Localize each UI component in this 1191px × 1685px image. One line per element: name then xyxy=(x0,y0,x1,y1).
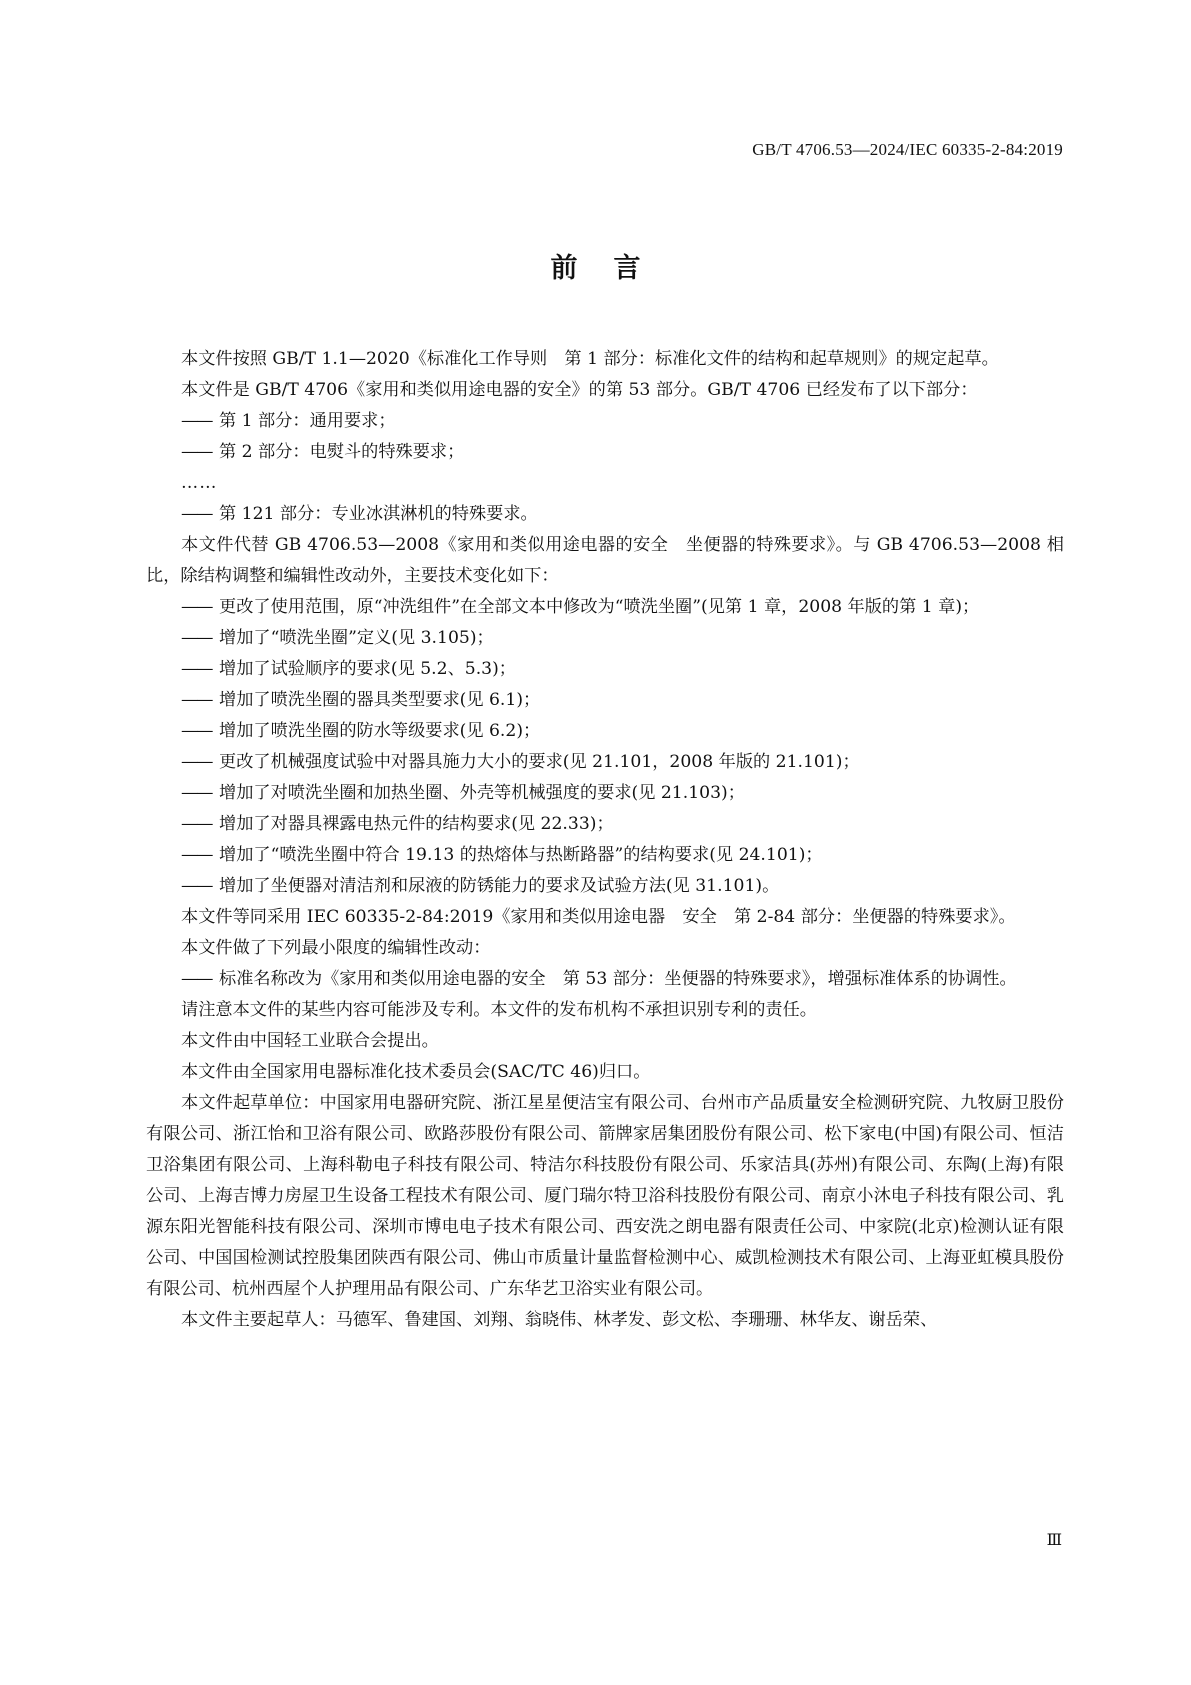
list-item: —— 增加了“喷洗坐圈中符合 19.13 的热熔体与热断路器”的结构要求(见 24.101)； xyxy=(146,840,1064,871)
list-dash: —— xyxy=(181,690,212,710)
list-item: —— 增加了试验顺序的要求(见 5.2、5.3)； xyxy=(146,654,1064,685)
list-dash: —— xyxy=(181,752,212,772)
list-dash: —— xyxy=(181,876,212,896)
paragraph-replacement: 本文件代替 GB 4706.53—2008《家用和类似用途电器的安全 坐便器的特殊要求》。与 GB 4706.53—2008 相比，除结构调整和编辑性改动外，主要技术变化如下： xyxy=(146,535,1064,586)
paragraph-committee: 本文件由全国家用电器标准化技术委员会(SAC/TC 46)归口。 xyxy=(181,1062,651,1082)
list-ellipsis: …… xyxy=(181,473,218,493)
paragraph-proposer: 本文件由中国轻工业联合会提出。 xyxy=(181,1031,439,1051)
list-dash: —— xyxy=(181,969,212,989)
paragraph-drafting-rules: 本文件按照 GB/T 1.1—2020《标准化工作导则 第 1 部分：标准化文件的结构和起草规则》的规定起草。 xyxy=(181,349,999,369)
list-dash: —— xyxy=(181,504,212,524)
list-item: —— 更改了机械强度试验中对器具施力大小的要求(见 21.101，2008 年版的 21.101)； xyxy=(146,747,1064,778)
list-item: —— 增加了坐便器对清洁剂和尿液的防锈能力的要求及试验方法(见 31.101)。 xyxy=(146,871,1064,902)
list-item: —— 第 121 部分：专业冰淇淋机的特殊要求。 xyxy=(146,499,1064,530)
paragraph-patent-notice: 请注意本文件的某些内容可能涉及专利。本文件的发布机构不承担识别专利的责任。 xyxy=(181,1000,817,1020)
document-body xyxy=(146,344,1064,1336)
list-item: —— 增加了“喷洗坐圈”定义(见 3.105)； xyxy=(146,623,1064,654)
list-item: —— 增加了喷洗坐圈的防水等级要求(见 6.2)； xyxy=(146,716,1064,747)
list-item: —— 标准名称改为《家用和类似用途电器的安全 第 53 部分：坐便器的特殊要求》，增强标准体系的协调性。 xyxy=(146,964,1064,995)
list-dash: —— xyxy=(181,783,212,803)
list-item: —— 增加了喷洗坐圈的器具类型要求(见 6.1)； xyxy=(146,685,1064,716)
list-dash: —— xyxy=(181,411,212,431)
list-item: —— 更改了使用范围，原“冲洗组件”在全部文本中修改为“喷洗坐圈”(见第 1 章，2008 年版的第 1 章)； xyxy=(146,592,1064,623)
paragraph-editorial-changes: 本文件做了下列最小限度的编辑性改动： xyxy=(181,938,491,958)
standard-code-header: GB/T 4706.53—2024/IEC 60335-2-84:2019 xyxy=(752,140,1063,159)
page-title: 前言 xyxy=(550,253,677,284)
list-dash: —— xyxy=(181,597,212,617)
list-dash: —— xyxy=(181,442,212,462)
list-dash: —— xyxy=(181,628,212,648)
list-dash: —— xyxy=(181,814,212,834)
list-item: —— 增加了对喷洗坐圈和加热坐圈、外壳等机械强度的要求(见 21.103)； xyxy=(146,778,1064,809)
list-item: —— 增加了对器具裸露电热元件的结构要求(见 22.33)； xyxy=(146,809,1064,840)
list-dash: —— xyxy=(181,721,212,741)
paragraph-iec-adoption: 本文件等同采用 IEC 60335-2-84:2019《家用和类似用途电器 安全 第 2-84 部分：坐便器的特殊要求》。 xyxy=(181,907,1016,927)
paragraph-drafting-units: 本文件起草单位：中国家用电器研究院、浙江星星便洁宝有限公司、台州市产品质量安全检测研究院、九牧厨卫股份有限公司、浙江怡和卫浴有限公司、欧路莎股份有限公司、箭牌家居集团股份有限公司、松下家电(中国)有限公司、恒洁卫浴集团有限公司、上海科勒电子科技有限公司、特洁尔科技股份有限公司、乐家洁具(苏州)有限公司、东陶(上海)有限公司、上海吉博力房屋卫生设备工程技术有限公司、厦门瑞尔特卫浴科技股份有限公司、南京小沐电子科技有限公司、乳源东阳光智能科技有限公司、深圳市博电电子技术有限公司、西安洗之朗电器有限责任公司、中家院(北京)检测认证有限公司、中国国检测试控股集团陕西有限公司、佛山市质量计量监督检测中心、威凯检测技术有限公司、上海亚虹模具股份有限公司、杭州西屋个人护理用品有限公司、广东华艺卫浴实业有限公司。 xyxy=(146,1093,1064,1299)
list-item: —— 第 2 部分：电熨斗的特殊要求； xyxy=(146,437,1064,468)
list-dash: —— xyxy=(181,659,212,679)
list-item: —— 第 1 部分：通用要求； xyxy=(146,406,1064,437)
paragraph-series-info: 本文件是 GB/T 4706《家用和类似用途电器的安全》的第 53 部分。GB/T 4706 已经发布了以下部分： xyxy=(181,380,978,400)
paragraph-drafters: 本文件主要起草人：马德军、鲁建国、刘翔、翁晓伟、林孝发、彭文松、李珊珊、林华友、谢岳荣、 xyxy=(181,1310,938,1330)
page-number: Ⅲ xyxy=(1046,1532,1062,1549)
list-dash: —— xyxy=(181,845,212,865)
